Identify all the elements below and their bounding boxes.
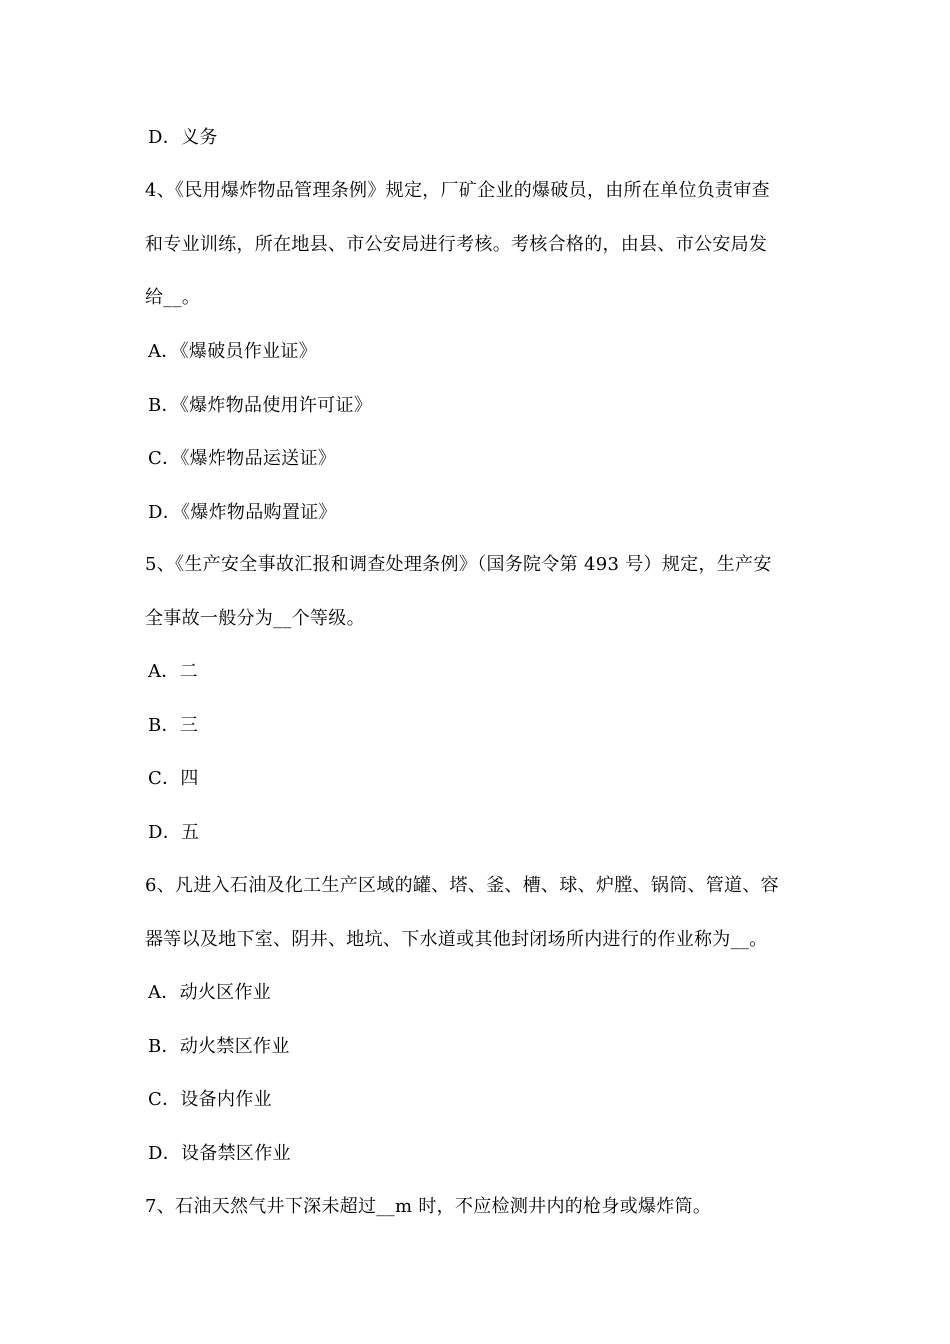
q6-option-b: B．动火禁区作业	[148, 1036, 290, 1057]
q6-question-line-2: 器等以及地下室、阴井、地坑、下水道或其他封闭场所内进行的作业称为__。	[145, 929, 768, 950]
q5-question-line-2: 全事故一般分为__个等级。	[145, 608, 365, 629]
q3-option-d: D．义务	[148, 127, 218, 148]
q5-option-a: A．二	[148, 661, 198, 682]
q6-option-c: C．设备内作业	[148, 1089, 272, 1110]
q5-option-d: D．五	[148, 822, 200, 843]
q5-question-line-1: 5、《生产安全事故汇报和调查处理条例》（国务院令第 493 号）规定，生产安	[145, 554, 772, 575]
q5-option-c: C．四	[148, 768, 199, 789]
q4-question-line-1: 4、《民用爆炸物品管理条例》规定，厂矿企业的爆破员，由所在单位负责审查	[145, 180, 770, 201]
q4-question-line-2: 和专业训练，所在地县、市公安局进行考核。考核合格的，由县、市公安局发	[145, 234, 768, 255]
q5-option-b: B．三	[148, 715, 199, 736]
q6-option-a: A．动火区作业	[148, 982, 272, 1003]
q4-option-b: B．《爆炸物品使用许可证》	[148, 395, 373, 416]
q4-option-c: C．《爆炸物品运送证》	[148, 448, 337, 469]
q7-question-line-1: 7、石油天然气井下深未超过__m 时，不应检测井内的枪身或爆炸筒。	[145, 1196, 712, 1217]
q4-option-d: D．《爆炸物品购置证》	[148, 502, 337, 523]
q4-option-a: A．《爆破员作业证》	[148, 341, 317, 362]
q4-question-line-3: 给__。	[145, 287, 201, 308]
q6-question-line-1: 6、凡进入石油及化工生产区域的罐、塔、釜、槽、球、炉膛、锅筒、管道、容	[145, 875, 779, 896]
q6-option-d: D．设备禁区作业	[148, 1143, 291, 1164]
